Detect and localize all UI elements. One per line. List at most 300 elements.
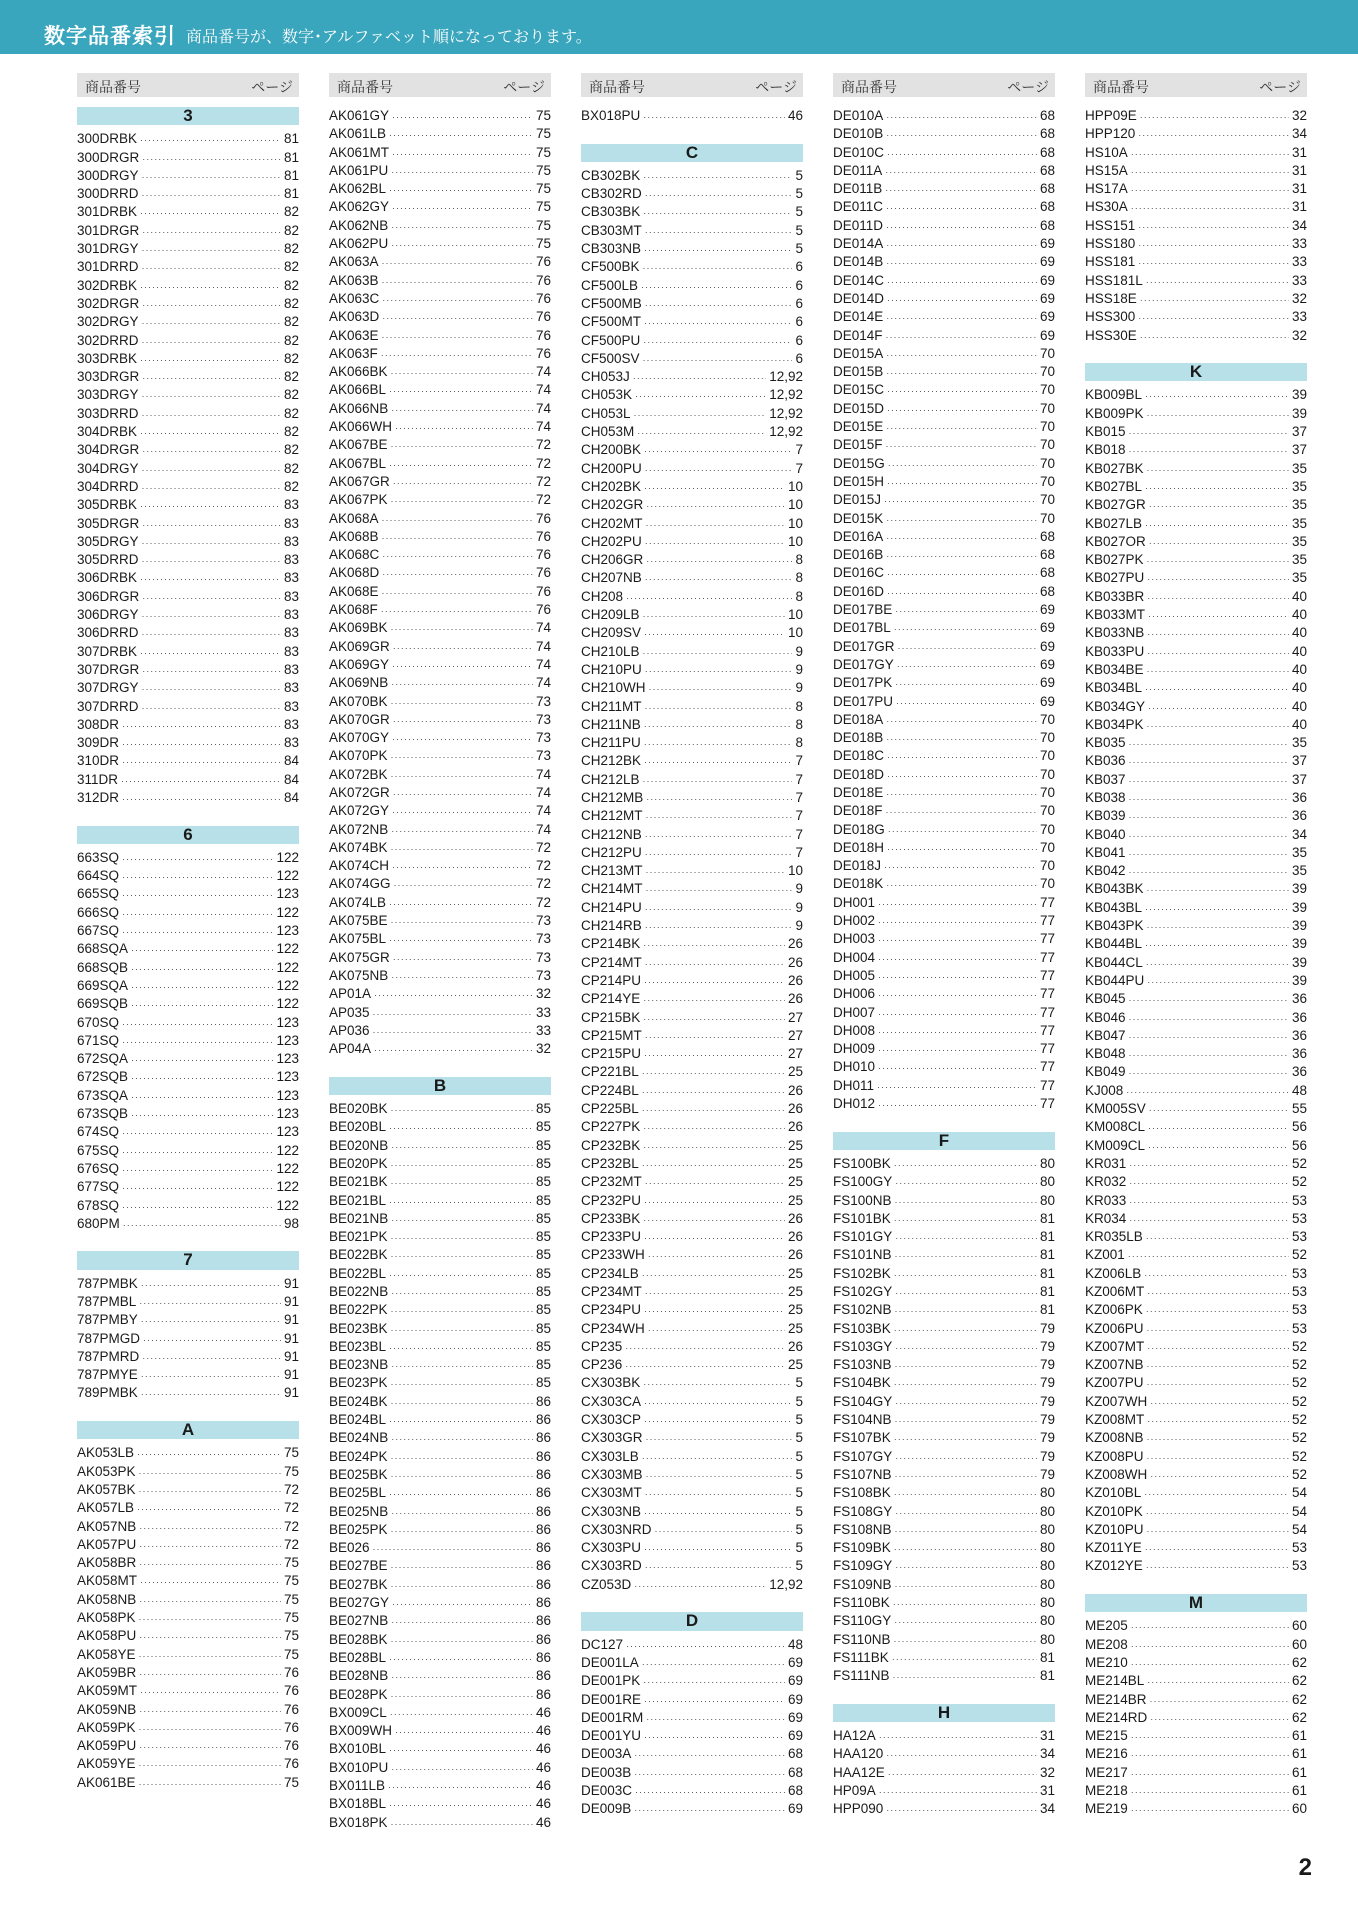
- index-entry: [329, 1667, 551, 1685]
- index-entry: [1085, 1009, 1307, 1027]
- index-entry: [1085, 1448, 1307, 1466]
- index-entry: [329, 1429, 551, 1447]
- product-code: KB044CL: [1085, 954, 1143, 970]
- index-entry: [833, 784, 1055, 802]
- column-header-page: ページ: [251, 80, 293, 96]
- leader-dots: [895, 1504, 1037, 1522]
- index-entry: [833, 253, 1055, 271]
- leader-dots: [140, 278, 281, 296]
- product-code: HAA120: [833, 1746, 884, 1762]
- product-code: CH210PU: [581, 661, 642, 677]
- leader-dots: [887, 474, 1037, 492]
- product-code: CB303BK: [581, 204, 641, 220]
- product-code: ME205: [1085, 1618, 1128, 1634]
- index-entry: [77, 1032, 299, 1050]
- product-code: HSS30E: [1085, 327, 1137, 343]
- index-entry: [833, 1246, 1055, 1264]
- index-entry: [329, 1448, 551, 1466]
- product-code: DE011B: [833, 181, 883, 197]
- page-ref: 5: [795, 1466, 803, 1482]
- product-code: KB042: [1085, 863, 1126, 879]
- page-ref: 53: [1291, 1229, 1307, 1245]
- leader-dots: [1150, 1692, 1289, 1710]
- leader-dots: [142, 442, 281, 460]
- product-code: AK061GY: [329, 108, 390, 123]
- product-code: BE025BL: [329, 1485, 387, 1501]
- index-entry: [1085, 1338, 1307, 1356]
- product-code: 664SQ: [77, 868, 120, 884]
- page-ref: 40: [1291, 625, 1307, 641]
- index-entry: [1085, 771, 1307, 789]
- page-ref: 81: [1039, 1247, 1055, 1263]
- page-ref: 5: [795, 1558, 803, 1574]
- index-entry: [581, 1356, 803, 1374]
- leader-dots: [391, 1577, 533, 1595]
- page-ref: 69: [1039, 236, 1055, 252]
- page-ref: 86: [535, 1576, 551, 1592]
- index-column-2: [329, 73, 551, 1832]
- leader-dots: [1146, 1504, 1289, 1522]
- index-entry: [329, 308, 551, 326]
- page-ref: 12,92: [769, 405, 803, 421]
- index-entry: [329, 583, 551, 601]
- index-entry: [329, 638, 551, 656]
- index-entry: [77, 1293, 299, 1311]
- page-ref: 75: [283, 1573, 299, 1589]
- page-ref: 79: [1039, 1448, 1055, 1464]
- leader-dots: [142, 699, 281, 717]
- product-code: CP215PU: [581, 1046, 642, 1062]
- leader-dots: [1149, 497, 1289, 515]
- section-heading: A: [77, 1421, 299, 1439]
- leader-dots: [382, 529, 533, 547]
- page-ref: 75: [283, 1591, 299, 1607]
- index-entry: [833, 217, 1055, 235]
- product-code: 670SQ: [77, 1014, 120, 1030]
- page-ref: 10: [787, 625, 803, 641]
- product-code: FS104BK: [833, 1375, 891, 1391]
- index-entry: [329, 436, 551, 454]
- product-code: 673SQA: [77, 1087, 129, 1103]
- page-ref: 86: [535, 1430, 551, 1446]
- page-ref: 72: [535, 455, 551, 471]
- page-ref: 27: [787, 1009, 803, 1025]
- index-entry: [77, 1014, 299, 1032]
- page-ref: 77: [1039, 1022, 1055, 1038]
- column-header-code: 商品番号: [1093, 80, 1149, 96]
- product-code: KZ006LB: [1085, 1265, 1142, 1281]
- product-code: HSS180: [1085, 236, 1136, 252]
- page-ref: 73: [535, 967, 551, 983]
- index-entry: [77, 995, 299, 1013]
- leader-dots: [895, 1284, 1037, 1302]
- page-ref: 10: [787, 478, 803, 494]
- page-ref: 8: [795, 570, 803, 586]
- leader-dots: [392, 730, 533, 748]
- product-code: KZ010PU: [1085, 1521, 1144, 1537]
- product-code: FS110GY: [833, 1613, 892, 1629]
- page-ref: 5: [795, 222, 803, 238]
- leader-dots: [1138, 126, 1289, 144]
- index-entry: [833, 1782, 1055, 1800]
- leader-dots: [645, 918, 793, 936]
- page-ref: 75: [535, 162, 551, 178]
- leader-dots: [1147, 1321, 1289, 1339]
- index-entry: [1085, 1393, 1307, 1411]
- page-ref: 91: [283, 1275, 299, 1291]
- product-code: CP233BK: [581, 1210, 641, 1226]
- product-code: CF500PU: [581, 332, 641, 348]
- product-code: CH214MT: [581, 881, 643, 897]
- leader-dots: [634, 1801, 785, 1819]
- index-entry: [581, 1429, 803, 1447]
- product-code: CP233PU: [581, 1229, 642, 1245]
- page-ref: 86: [535, 1686, 551, 1702]
- index-entry: [581, 1374, 803, 1392]
- index-entry: [77, 1105, 299, 1123]
- product-code: AK062GY: [329, 199, 390, 215]
- leader-dots: [393, 712, 533, 730]
- index-entry: [581, 1466, 803, 1484]
- page-ref: 83: [283, 698, 299, 714]
- leader-dots: [141, 1385, 281, 1403]
- leader-dots: [142, 333, 281, 351]
- page-ref: 68: [1039, 528, 1055, 544]
- page-ref: 48: [1291, 1082, 1307, 1098]
- index-entry: [77, 460, 299, 478]
- section-heading: M: [1085, 1594, 1307, 1612]
- leader-dots: [645, 955, 785, 973]
- product-code: KB035: [1085, 735, 1126, 751]
- product-code: KB027PU: [1085, 570, 1145, 586]
- leader-dots: [122, 1179, 273, 1197]
- index-entry: [833, 1374, 1055, 1392]
- product-code: BX010BL: [329, 1741, 387, 1757]
- product-code: AK058NB: [77, 1591, 137, 1607]
- leader-dots: [642, 1101, 785, 1119]
- product-code: 310DR: [77, 753, 120, 769]
- index-entry: [1085, 107, 1307, 125]
- leader-dots: [1131, 199, 1289, 217]
- page-ref: 72: [535, 858, 551, 874]
- leader-dots: [382, 547, 533, 565]
- index-entry: [329, 985, 551, 1003]
- product-code: AK057BK: [77, 1481, 136, 1497]
- page-ref: 35: [1291, 552, 1307, 568]
- product-code: AK059BR: [77, 1664, 137, 1680]
- leader-dots: [626, 1637, 785, 1655]
- index-entry: [581, 203, 803, 221]
- leader-dots: [895, 1302, 1037, 1320]
- page-ref: 75: [535, 217, 551, 233]
- leader-dots: [389, 1339, 533, 1357]
- leader-dots: [895, 1412, 1037, 1430]
- index-entry: [1085, 405, 1307, 423]
- leader-dots: [391, 1101, 533, 1119]
- leader-dots: [1146, 955, 1289, 973]
- page-ref: 36: [1291, 1064, 1307, 1080]
- leader-dots: [393, 785, 533, 803]
- index-entry: [581, 1448, 803, 1466]
- index-entry: [77, 1311, 299, 1329]
- product-code: BE028BL: [329, 1649, 387, 1665]
- page-ref: 5: [795, 204, 803, 220]
- index-entry: [1085, 198, 1307, 216]
- index-entry: [1085, 1503, 1307, 1521]
- product-code: CX303BK: [581, 1375, 641, 1391]
- product-code: AK066WH: [329, 419, 393, 435]
- leader-dots: [1147, 552, 1289, 570]
- product-code: AP036: [329, 1022, 370, 1038]
- product-code: CH212MB: [581, 789, 644, 805]
- product-code: AK059PK: [77, 1719, 136, 1735]
- index-subtitle: 商品番号が、数字･アルファベット順になっております。: [186, 27, 592, 46]
- index-entry: [1085, 1411, 1307, 1429]
- page-ref: 72: [535, 839, 551, 855]
- index-entry: [77, 734, 299, 752]
- product-code: CP232BL: [581, 1155, 639, 1171]
- index-entry: [77, 478, 299, 496]
- index-entry: [581, 295, 803, 313]
- product-code: 303DRGY: [77, 387, 139, 403]
- page-ref: 69: [1039, 693, 1055, 709]
- index-entry: [329, 1594, 551, 1612]
- product-code: AK059PU: [77, 1738, 137, 1754]
- product-code: 675SQ: [77, 1142, 120, 1158]
- index-entry: [77, 1701, 299, 1719]
- product-code: 303DRRD: [77, 405, 139, 421]
- page-ref: 82: [283, 369, 299, 385]
- page-ref: 86: [535, 1485, 551, 1501]
- product-code: AK068E: [329, 583, 379, 599]
- index-entry: [833, 327, 1055, 345]
- product-code: BE021NB: [329, 1210, 389, 1226]
- index-entry: [329, 1173, 551, 1191]
- page-ref: 33: [535, 1004, 551, 1020]
- index-entry: [581, 569, 803, 587]
- product-code: KZ008PU: [1085, 1448, 1144, 1464]
- leader-dots: [1147, 717, 1289, 735]
- index-entry: [329, 674, 551, 692]
- product-code: 306DRGR: [77, 588, 140, 604]
- leader-dots: [382, 328, 533, 346]
- page-ref: 6: [795, 332, 803, 348]
- product-code: BX009WH: [329, 1723, 393, 1739]
- leader-dots: [645, 1558, 793, 1576]
- index-entry: [329, 1320, 551, 1338]
- index-entry: [1085, 1617, 1307, 1635]
- product-code: 787PMBL: [77, 1294, 137, 1309]
- product-code: FS101NB: [833, 1247, 892, 1263]
- page-ref: 72: [283, 1500, 299, 1516]
- product-code: BE023BK: [329, 1320, 388, 1336]
- page-ref: 36: [1291, 1027, 1307, 1043]
- index-entry: [581, 1745, 803, 1763]
- page-ref: 39: [1291, 881, 1307, 897]
- page-ref: 52: [1291, 1357, 1307, 1373]
- page-ref: 56: [1291, 1119, 1307, 1135]
- index-entry: [329, 510, 551, 528]
- page-ref: 77: [1039, 931, 1055, 947]
- leader-dots: [894, 1540, 1037, 1558]
- index-entry: [581, 826, 803, 844]
- product-code: AK068C: [329, 547, 380, 563]
- leader-dots: [1131, 1618, 1289, 1636]
- leader-dots: [896, 694, 1037, 712]
- product-code: CB303NB: [581, 241, 642, 257]
- page-ref: 72: [283, 1481, 299, 1497]
- leader-dots: [886, 328, 1037, 346]
- index-entry: [1085, 588, 1307, 606]
- index-entry: [77, 1499, 299, 1517]
- leader-dots: [1129, 827, 1289, 845]
- index-entry: [833, 839, 1055, 857]
- index-entry: [833, 583, 1055, 601]
- product-code: FS108NB: [833, 1521, 892, 1537]
- leader-dots: [1131, 163, 1289, 181]
- index-entry: [329, 912, 551, 930]
- index-entry: [77, 940, 299, 958]
- product-code: 665SQ: [77, 886, 120, 902]
- page-ref: 68: [787, 1783, 803, 1799]
- leader-dots: [142, 259, 281, 277]
- product-code: BX018BL: [329, 1796, 387, 1812]
- index-entry: [329, 473, 551, 491]
- product-code: HP09A: [833, 1783, 876, 1799]
- index-entry: [329, 162, 551, 180]
- index-entry: [77, 1444, 299, 1462]
- page-ref: 40: [1291, 607, 1307, 623]
- page-ref: 75: [283, 1555, 299, 1571]
- index-entry: [833, 1612, 1055, 1630]
- leader-dots: [887, 273, 1037, 291]
- index-entry: [77, 1481, 299, 1499]
- index-entry: [581, 844, 803, 862]
- page-ref: 76: [283, 1683, 299, 1699]
- product-code: KB044BL: [1085, 936, 1143, 952]
- leader-dots: [645, 534, 785, 552]
- leader-dots: [122, 735, 281, 753]
- leader-dots: [1147, 881, 1289, 899]
- product-code: KR031: [1085, 1155, 1127, 1171]
- index-entry: [329, 1795, 551, 1813]
- leader-dots: [394, 876, 533, 894]
- index-entry: [1085, 1246, 1307, 1264]
- product-code: DE014E: [833, 309, 884, 325]
- index-entry: [329, 363, 551, 381]
- page-ref: 12,92: [769, 424, 803, 440]
- column-header: [1085, 73, 1307, 97]
- leader-dots: [878, 1059, 1037, 1077]
- leader-dots: [1129, 735, 1289, 753]
- leader-dots: [1131, 1801, 1289, 1819]
- leader-dots: [391, 913, 533, 931]
- product-code: KZ011YE: [1085, 1540, 1142, 1556]
- product-code: HSS181: [1085, 254, 1136, 270]
- product-code: HPP09E: [1085, 108, 1137, 123]
- page-ref: 70: [1039, 711, 1055, 727]
- leader-dots: [389, 126, 533, 144]
- index-entry: [1085, 1283, 1307, 1301]
- leader-dots: [643, 168, 792, 186]
- product-code: 787PMRD: [77, 1348, 140, 1364]
- leader-dots: [391, 620, 533, 638]
- leader-dots: [1145, 936, 1289, 954]
- leader-dots: [122, 790, 281, 808]
- page-ref: 35: [1291, 478, 1307, 494]
- page-ref: 52: [1291, 1393, 1307, 1409]
- product-code: DE018E: [833, 784, 884, 800]
- index-entry: [833, 1539, 1055, 1557]
- page-ref: 82: [283, 350, 299, 366]
- leader-dots: [642, 1064, 785, 1082]
- leader-dots: [1147, 1375, 1289, 1393]
- product-code: KB034BE: [1085, 661, 1144, 677]
- index-entry: [581, 698, 803, 716]
- product-code: 673SQB: [77, 1106, 129, 1122]
- page-ref: 70: [1039, 748, 1055, 764]
- page-ref: 76: [283, 1719, 299, 1735]
- index-entry: [329, 546, 551, 564]
- product-code: FS107BK: [833, 1430, 891, 1446]
- product-code: DE010A: [833, 108, 884, 123]
- product-code: AK053PK: [77, 1463, 136, 1479]
- page-ref: 75: [535, 108, 551, 123]
- index-entry: [833, 1095, 1055, 1113]
- index-entry: [581, 1576, 803, 1594]
- page-ref: 81: [1039, 1229, 1055, 1245]
- index-entry: [833, 436, 1055, 454]
- product-code: CH207NB: [581, 570, 642, 586]
- product-code: AK067GR: [329, 473, 390, 489]
- index-entry: [329, 528, 551, 546]
- page-ref: 91: [283, 1312, 299, 1328]
- product-code: FS107GY: [833, 1448, 893, 1464]
- page-ref: 6: [795, 350, 803, 366]
- product-code: CP236: [581, 1357, 623, 1373]
- product-code: AK070PK: [329, 748, 388, 764]
- leader-dots: [1147, 406, 1289, 424]
- index-entry: [77, 1197, 299, 1215]
- leader-dots: [389, 1796, 533, 1814]
- product-code: KB034PK: [1085, 716, 1144, 732]
- page-ref: 54: [1291, 1485, 1307, 1501]
- index-entry: [581, 1246, 803, 1264]
- page-ref: 40: [1291, 588, 1307, 604]
- product-code: DE011A: [833, 162, 883, 178]
- page-ref: 73: [535, 949, 551, 965]
- leader-dots: [389, 1485, 533, 1503]
- index-entry: [833, 1320, 1055, 1338]
- page-ref: 76: [535, 528, 551, 544]
- index-entry: [77, 1719, 299, 1737]
- index-entry: [833, 875, 1055, 893]
- index-entry: [329, 949, 551, 967]
- page-ref: 75: [535, 236, 551, 252]
- index-entry: [1085, 1466, 1307, 1484]
- page-ref: 70: [1039, 730, 1055, 746]
- product-code: CH214RB: [581, 918, 642, 934]
- page-ref: 35: [1291, 460, 1307, 476]
- page-ref: 7: [795, 826, 803, 842]
- index-entry: [329, 747, 551, 765]
- product-code: AK063A: [329, 254, 379, 270]
- index-entry: [581, 1009, 803, 1027]
- leader-dots: [391, 218, 533, 236]
- leader-dots: [139, 1294, 281, 1312]
- leader-dots: [878, 950, 1037, 968]
- product-code: ME214RD: [1085, 1709, 1148, 1725]
